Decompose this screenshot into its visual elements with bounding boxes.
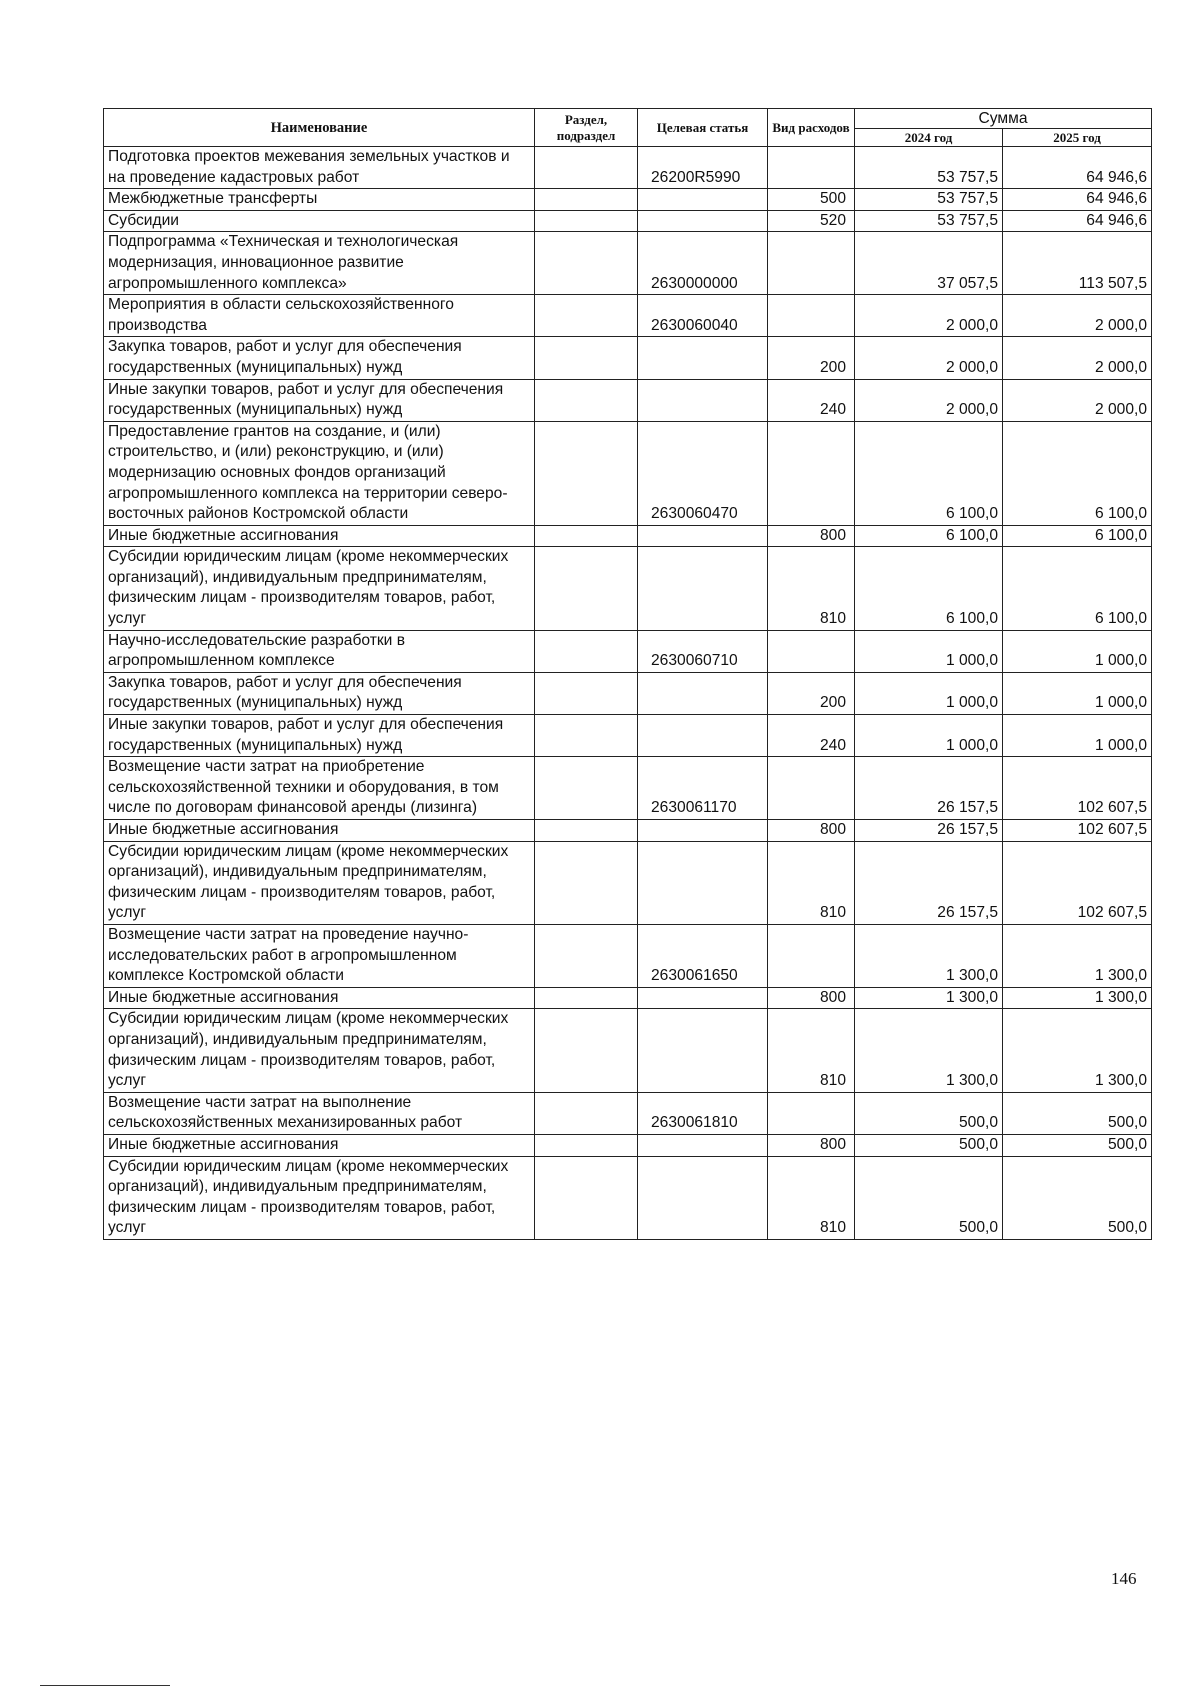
row-target: 2630061170	[638, 757, 768, 820]
table-row	[104, 987, 1152, 1009]
row-sum-2025: 500,0	[1003, 1092, 1152, 1134]
table-row	[104, 1092, 1152, 1134]
header-target: Целевая статья	[638, 109, 768, 147]
table-row	[104, 1156, 1152, 1239]
row-target	[638, 672, 768, 714]
row-section	[535, 924, 638, 987]
row-name: Возмещение части затрат на выполнение сельскохозяйственных механизированных работ	[104, 1092, 535, 1134]
row-target	[638, 1156, 768, 1239]
row-section	[535, 1009, 638, 1092]
row-kind: 200	[768, 337, 855, 379]
row-section	[535, 630, 638, 672]
row-name: Иные бюджетные ассигнования	[104, 1134, 535, 1156]
row-kind: 800	[768, 820, 855, 842]
row-sum-2025: 1 300,0	[1003, 987, 1152, 1009]
table-row	[104, 189, 1152, 211]
table-row	[104, 757, 1152, 820]
row-sum-2024: 500,0	[855, 1092, 1003, 1134]
row-sum-2024: 1 300,0	[855, 924, 1003, 987]
row-sum-2024: 2 000,0	[855, 379, 1003, 421]
row-name: Субсидии юридическим лицам (кроме некоммерческих организаций), индивидуальным предпринимателям, физическим лицам - производителям товаров, работ, услуг	[104, 547, 535, 630]
table-row	[104, 337, 1152, 379]
row-sum-2024: 6 100,0	[855, 547, 1003, 630]
row-kind	[768, 147, 855, 189]
row-kind: 500	[768, 189, 855, 211]
row-name: Возмещение части затрат на проведение научно-исследовательских работ в агропромышленном комплексе Костромской области	[104, 924, 535, 987]
row-target: 2630060470	[638, 421, 768, 525]
row-kind: 800	[768, 525, 855, 547]
row-kind: 800	[768, 987, 855, 1009]
row-kind	[768, 1092, 855, 1134]
row-sum-2025: 1 000,0	[1003, 715, 1152, 757]
row-sum-2025: 64 946,6	[1003, 210, 1152, 232]
row-section	[535, 147, 638, 189]
row-sum-2025: 102 607,5	[1003, 820, 1152, 842]
row-sum-2024: 1 000,0	[855, 672, 1003, 714]
row-target: 2630061810	[638, 1092, 768, 1134]
table-row	[104, 525, 1152, 547]
row-sum-2024: 53 757,5	[855, 210, 1003, 232]
table-row	[104, 232, 1152, 295]
row-target	[638, 1134, 768, 1156]
row-sum-2024: 2 000,0	[855, 337, 1003, 379]
row-target	[638, 820, 768, 842]
row-section	[535, 987, 638, 1009]
row-sum-2025: 1 300,0	[1003, 1009, 1152, 1092]
row-section	[535, 337, 638, 379]
row-target	[638, 337, 768, 379]
row-sum-2024: 26 157,5	[855, 757, 1003, 820]
row-name: Научно-исследовательские разработки в агропромышленном комплексе	[104, 630, 535, 672]
row-sum-2024: 500,0	[855, 1156, 1003, 1239]
row-kind: 240	[768, 715, 855, 757]
row-sum-2024: 26 157,5	[855, 841, 1003, 924]
row-kind	[768, 295, 855, 337]
header-year-2024: 2024 год	[855, 129, 1003, 147]
row-name: Иные закупки товаров, работ и услуг для обеспечения государственных (муниципальных) нужд	[104, 715, 535, 757]
row-kind	[768, 924, 855, 987]
table-row	[104, 547, 1152, 630]
row-kind	[768, 757, 855, 820]
table-row	[104, 1134, 1152, 1156]
row-sum-2024: 2 000,0	[855, 295, 1003, 337]
table-row	[104, 421, 1152, 525]
row-section	[535, 421, 638, 525]
row-sum-2025: 64 946,6	[1003, 189, 1152, 211]
row-sum-2024: 6 100,0	[855, 421, 1003, 525]
page-number: 146	[1111, 1569, 1137, 1588]
row-name: Возмещение части затрат на приобретение сельскохозяйственной техники и оборудования, в том числе по договорам финансовой аренды (лизинга)	[104, 757, 535, 820]
row-kind: 200	[768, 672, 855, 714]
row-name: Подготовка проектов межевания земельных участков и на проведение кадастровых работ	[104, 147, 535, 189]
row-target	[638, 987, 768, 1009]
table-row	[104, 841, 1152, 924]
table-row	[104, 379, 1152, 421]
row-name: Субсидии юридическим лицам (кроме некоммерческих организаций), индивидуальным предпринимателям, физическим лицам - производителям товаров, работ, услуг	[104, 1156, 535, 1239]
row-name: Иные бюджетные ассигнования	[104, 525, 535, 547]
row-kind: 810	[768, 841, 855, 924]
header-name: Наименование	[104, 109, 535, 147]
row-target: 26200R5990	[638, 147, 768, 189]
budget-table	[103, 108, 1152, 1240]
row-name: Межбюджетные трансферты	[104, 189, 535, 211]
row-section	[535, 820, 638, 842]
table-row	[104, 924, 1152, 987]
table-row	[104, 820, 1152, 842]
row-name: Субсидии юридическим лицам (кроме некоммерческих организаций), индивидуальным предпринимателям, физическим лицам - производителям товаров, работ, услуг	[104, 841, 535, 924]
row-sum-2025: 6 100,0	[1003, 547, 1152, 630]
row-sum-2024: 6 100,0	[855, 525, 1003, 547]
row-sum-2024: 53 757,5	[855, 189, 1003, 211]
row-name: Субсидии юридическим лицам (кроме некоммерческих организаций), индивидуальным предпринимателям, физическим лицам - производителям товаров, работ, услуг	[104, 1009, 535, 1092]
row-sum-2025: 6 100,0	[1003, 525, 1152, 547]
row-sum-2025: 102 607,5	[1003, 841, 1152, 924]
row-target	[638, 1009, 768, 1092]
row-sum-2025: 6 100,0	[1003, 421, 1152, 525]
row-sum-2025: 1 000,0	[1003, 630, 1152, 672]
row-target: 2630000000	[638, 232, 768, 295]
row-section	[535, 295, 638, 337]
table-row	[104, 147, 1152, 189]
row-target: 2630060710	[638, 630, 768, 672]
row-sum-2025: 500,0	[1003, 1156, 1152, 1239]
row-sum-2025: 1 000,0	[1003, 672, 1152, 714]
row-section	[535, 1092, 638, 1134]
row-sum-2025: 2 000,0	[1003, 295, 1152, 337]
row-kind: 240	[768, 379, 855, 421]
row-name: Иные бюджетные ассигнования	[104, 987, 535, 1009]
row-section	[535, 547, 638, 630]
row-sum-2024: 1 000,0	[855, 630, 1003, 672]
row-name: Иные закупки товаров, работ и услуг для обеспечения государственных (муниципальных) нужд	[104, 379, 535, 421]
row-section	[535, 841, 638, 924]
row-section	[535, 1156, 638, 1239]
row-target	[638, 715, 768, 757]
row-sum-2024: 53 757,5	[855, 147, 1003, 189]
row-kind	[768, 421, 855, 525]
table-row	[104, 715, 1152, 757]
row-kind: 520	[768, 210, 855, 232]
header-year-2025: 2025 год	[1003, 129, 1152, 147]
row-name: Субсидии	[104, 210, 535, 232]
row-section	[535, 189, 638, 211]
row-sum-2024: 37 057,5	[855, 232, 1003, 295]
row-section	[535, 757, 638, 820]
row-section	[535, 672, 638, 714]
row-kind: 800	[768, 1134, 855, 1156]
row-sum-2025: 2 000,0	[1003, 337, 1152, 379]
row-name: Предоставление грантов на создание, и (или) строительство, и (или) реконструкцию, и (или) модернизацию основных фондов организаций агропромышленного комплекса на территории северо-восточных районов Костромской области	[104, 421, 535, 525]
table-row	[104, 672, 1152, 714]
table-row	[104, 295, 1152, 337]
footer-rule	[40, 1685, 170, 1686]
row-sum-2025: 102 607,5	[1003, 757, 1152, 820]
header-sum: Сумма	[855, 109, 1152, 129]
row-target	[638, 841, 768, 924]
table-row	[104, 1009, 1152, 1092]
row-target: 2630060040	[638, 295, 768, 337]
row-sum-2025: 64 946,6	[1003, 147, 1152, 189]
row-name: Подпрограмма «Техническая и технологическая модернизация, инновационное развитие агропромышленного комплекса»	[104, 232, 535, 295]
row-kind	[768, 630, 855, 672]
row-section	[535, 1134, 638, 1156]
row-sum-2025: 500,0	[1003, 1134, 1152, 1156]
header-section: Раздел, подраздел	[535, 109, 638, 147]
row-name: Мероприятия в области сельскохозяйственного производства	[104, 295, 535, 337]
row-kind: 810	[768, 1009, 855, 1092]
row-name: Закупка товаров, работ и услуг для обеспечения государственных (муниципальных) нужд	[104, 672, 535, 714]
row-sum-2024: 1 300,0	[855, 987, 1003, 1009]
row-target	[638, 210, 768, 232]
row-section	[535, 232, 638, 295]
row-kind	[768, 232, 855, 295]
row-target: 2630061650	[638, 924, 768, 987]
row-sum-2024: 26 157,5	[855, 820, 1003, 842]
row-name: Закупка товаров, работ и услуг для обеспечения государственных (муниципальных) нужд	[104, 337, 535, 379]
row-target	[638, 189, 768, 211]
row-target	[638, 547, 768, 630]
table-row	[104, 630, 1152, 672]
table-header	[104, 109, 1152, 147]
row-sum-2024: 1 000,0	[855, 715, 1003, 757]
table-row	[104, 210, 1152, 232]
row-sum-2024: 1 300,0	[855, 1009, 1003, 1092]
table-body	[104, 147, 1152, 1240]
header-kind: Вид расходов	[768, 109, 855, 147]
row-kind: 810	[768, 1156, 855, 1239]
row-section	[535, 525, 638, 547]
row-name: Иные бюджетные ассигнования	[104, 820, 535, 842]
row-sum-2025: 2 000,0	[1003, 379, 1152, 421]
row-sum-2025: 113 507,5	[1003, 232, 1152, 295]
row-target	[638, 525, 768, 547]
row-sum-2024: 500,0	[855, 1134, 1003, 1156]
row-section	[535, 379, 638, 421]
row-kind: 810	[768, 547, 855, 630]
row-sum-2025: 1 300,0	[1003, 924, 1152, 987]
row-target	[638, 379, 768, 421]
row-section	[535, 715, 638, 757]
row-section	[535, 210, 638, 232]
